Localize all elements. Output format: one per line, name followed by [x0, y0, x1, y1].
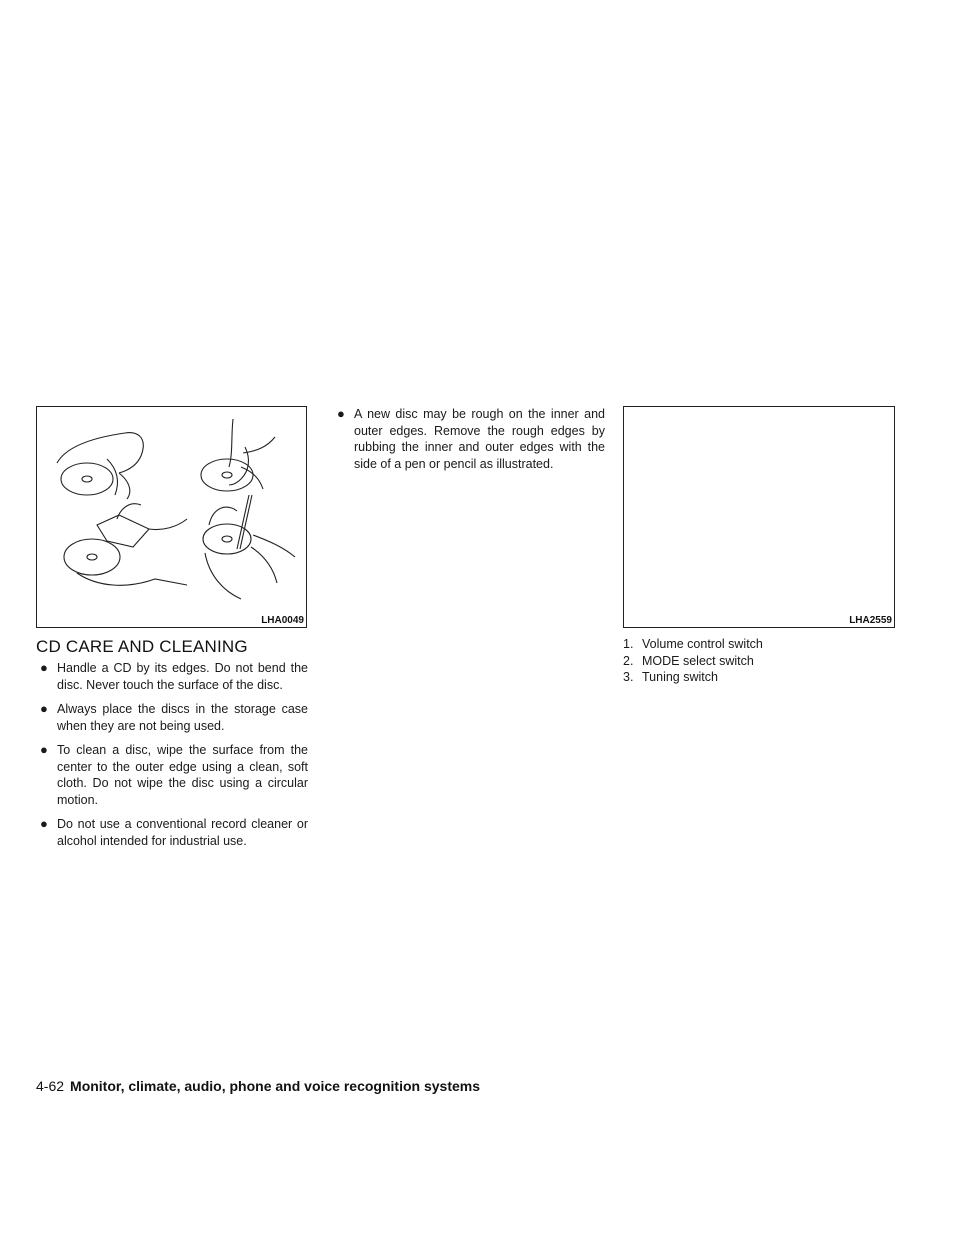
chapter-title: Monitor, climate, audio, phone and voice recognition systems — [70, 1078, 480, 1094]
bullet-icon: ● — [40, 660, 48, 675]
page-footer — [36, 1078, 480, 1094]
cd-care-drawing — [37, 407, 306, 627]
figure-code-left: LHA0049 — [261, 615, 304, 626]
bullet-icon: ● — [40, 742, 48, 757]
list-item: ● Do not use a conventional record cleaner or alcohol intended for industrial use. — [40, 816, 308, 848]
cd-edge-bullet-list — [333, 406, 605, 480]
cd-care-bullet-list — [36, 660, 308, 857]
audio-controls-illustration — [623, 406, 895, 628]
page-number: 4-62 — [36, 1078, 65, 1094]
bullet-icon: ● — [40, 816, 48, 831]
cd-handling-illustration — [36, 406, 307, 628]
list-item: ● Handle a CD by its edges. Do not bend the disc. Never touch the surface of the disc. — [40, 660, 308, 692]
legend-item: 3. Tuning switch — [623, 670, 718, 684]
list-item: ● Always place the discs in the storage case when they are not being used. — [40, 701, 308, 733]
list-item: ● To clean a disc, wipe the surface from the center to the outer edge using a clean, soft cloth. Do not wipe the disc using a circular motion. — [40, 742, 308, 807]
legend-item: 2. MODE select switch — [623, 653, 754, 668]
list-item: ● A new disc may be rough on the inner and outer edges. Remove the rough edges by rubbing the inner and outer edges with the side of a pen or pencil as illustrated. — [337, 406, 605, 471]
controls-legend — [623, 636, 763, 686]
bullet-icon: ● — [337, 406, 345, 421]
figure-code-right: LHA2559 — [849, 615, 892, 626]
legend-item: 1. Volume control switch — [623, 637, 763, 651]
section-heading: CD CARE AND CLEANING — [36, 637, 248, 656]
bullet-icon: ● — [40, 701, 48, 716]
